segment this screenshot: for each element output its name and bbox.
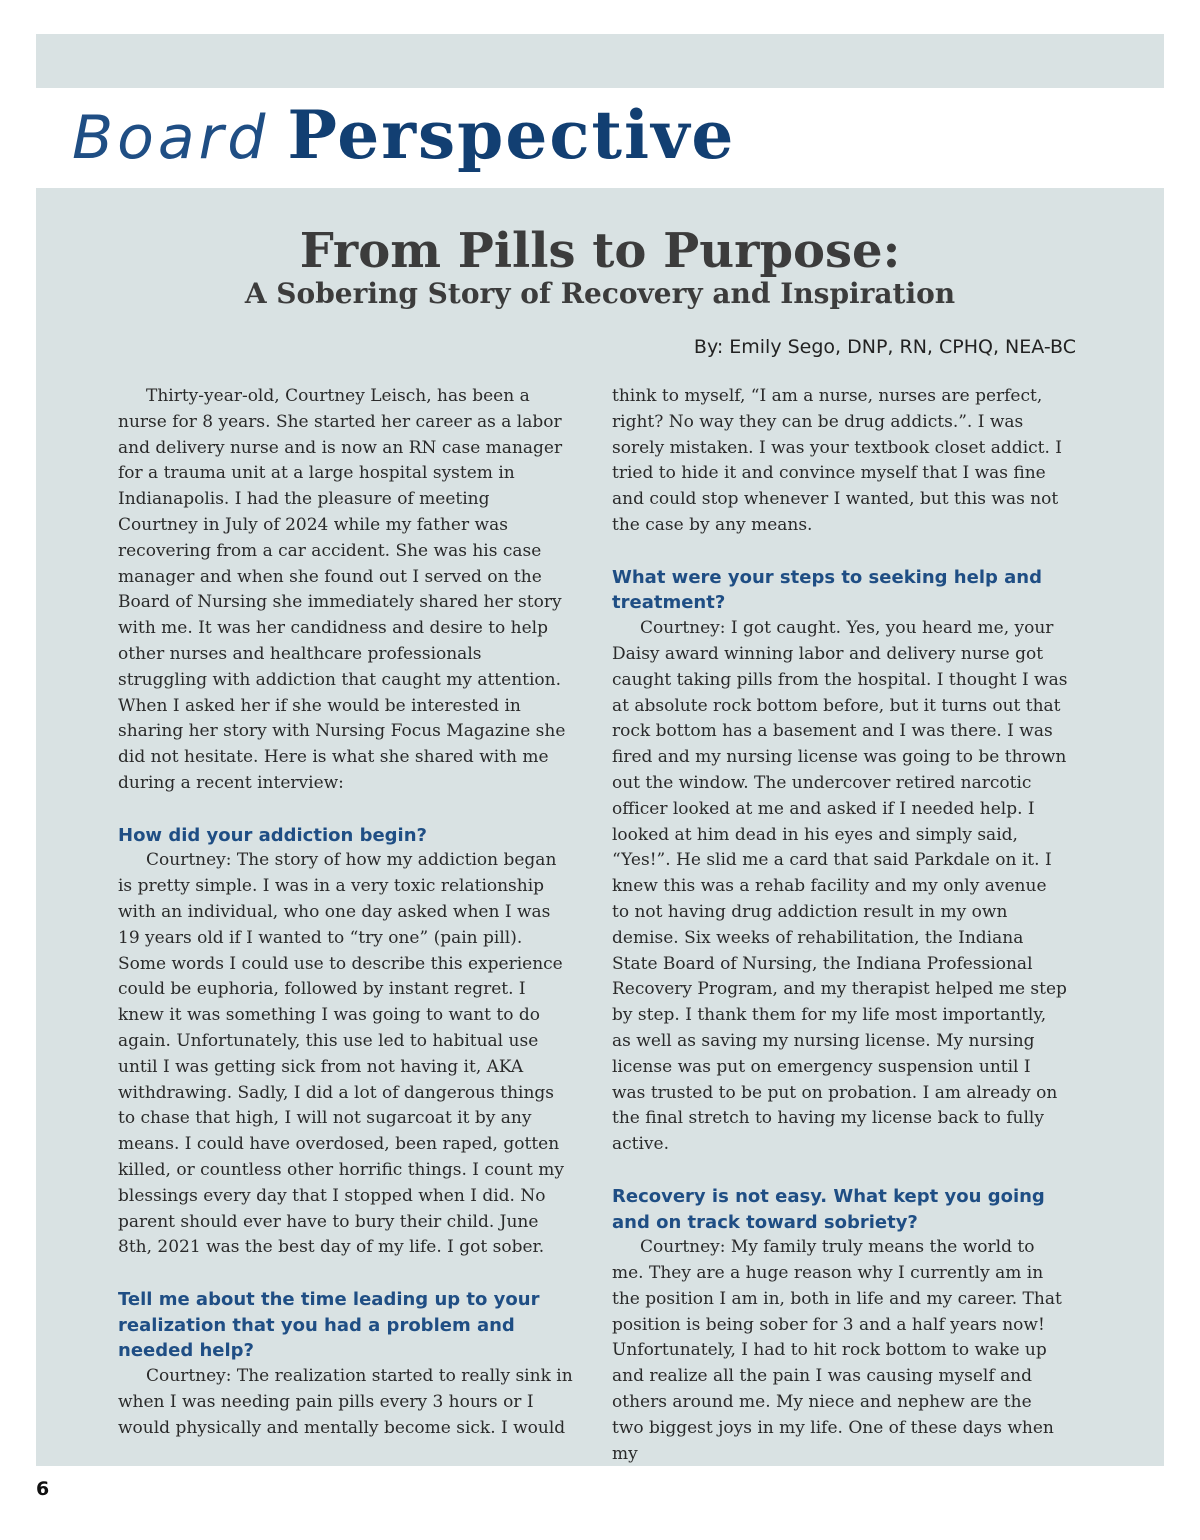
section-masthead (72, 96, 735, 186)
masthead-perspective: Perspective (287, 96, 736, 174)
question-heading: Tell me about the time leading up to your realization that you had a problem and needed help? (118, 1288, 540, 1362)
page-number: 6 (36, 1478, 50, 1500)
article-subtitle: A Sobering Story of Recovery and Inspiration (244, 277, 956, 310)
article-title: From Pills to Purpose: (299, 223, 901, 279)
answer-continuation: think to myself, “I am a nurse, nurses are perfect, right? No way they can be drug addicts.”. I was sorely mistaken. I was your textbook closet addict. I tried to hide it and convince myself that I was fine and could stop whenever I wanted, but this was not the case by any means. (612, 386, 1063, 535)
answer-paragraph: Courtney: The realization started to really sink in when I was needing pain pills every 3 hours or I would physically and mentally become sick. I would (118, 1366, 573, 1438)
article-byline: By: Emily Sego, DNP, RN, CPHQ, NEA-BC (693, 336, 1076, 358)
question-heading: What were your steps to seeking help and treatment? (612, 566, 1042, 614)
answer-paragraph: Courtney: I got caught. Yes, you heard me, your Daisy award winning labor and delivery nurse got caught taking pills from the hospital. I thought I was at absolute rock bottom before, but it turns out that rock bottom has a basement and I was there. I was fired and my nursing license was going to be thrown out the window. The undercover retired narcotic officer looked at me and asked if I needed help. I looked at him dead in his eyes and simply said, “Yes!”. He slid me a card that said Parkdale on it. I knew this was a rehab facility and my only avenue to not having drug addiction result in my own demise. Six weeks of rehabilitation, the Indiana State Board of Nursing, the Indiana Professional Recovery Program, and my therapist helped me step by step. I thank them for my life most importantly, as well as saving my nursing license. My nursing license was put on emergency suspension until I was trusted to be put on probation. I am already on the final stretch to having my license back to fully active. (612, 618, 1068, 1155)
left-column (118, 384, 574, 1438)
intro-paragraph: Thirty-year-old, Courtney Leisch, has been a nurse for 8 years. She started her career as a labor and delivery nurse and is now an RN case manager for a trauma unit at a large hospital system in Indianapolis. I had the pleasure of meeting Courtney in July of 2024 while my father was recovering from a car accident. She was his case manager and when she found out I served on the Board of Nursing she immediately shared her story with me. It was her candidness and desire to help other nurses and healthcare professionals struggling with addiction that caught my attention. When I asked her if she would be interested in sharing her story with Nursing Focus Magazine she did not hesitate. Here is what she shared with me during a recent interview: (118, 386, 566, 793)
answer-paragraph: Courtney: My family truly means the world to me. They are a huge reason why I currently am in the position I am in, both in life and my career. That position is being sober for 3 and a half years now! Unfortunately, I had to hit rock bottom to wake up and realize all the pain I was causing myself and others around me. My niece and nephew are the two biggest joys in my life. One of these days when my (612, 1237, 1062, 1464)
question-heading: How did your addiction begin? (118, 824, 427, 846)
right-column (612, 384, 1068, 1464)
header-band (36, 34, 1164, 88)
answer-paragraph: Courtney: The story of how my addiction began is pretty simple. I was in a very toxic relationship with an individual, who one day asked when I was 19 years old if I wanted to “try one” (pain pill). Some words I could use to describe this experience could be euphoria, followed by instant regret. I knew it was something I was going to want to do again. Unfortunately, this use led to habitual use until I was getting sick from not having it, AKA withdrawing. Sadly, I did a lot of dangerous things to chase that high, I will not sugarcoat it by any means. I could have overdosed, been raped, gotten killed, or countless other horrific things. I count my blessings every day that I stopped when I did. No parent should ever have to bury their child. June 8th, 2021 was the best day of my life. I got sober. (118, 850, 565, 1258)
question-heading: Recovery is not easy. What kept you going and on track toward sobriety? (612, 1185, 1045, 1233)
masthead-board: Board (72, 103, 270, 173)
